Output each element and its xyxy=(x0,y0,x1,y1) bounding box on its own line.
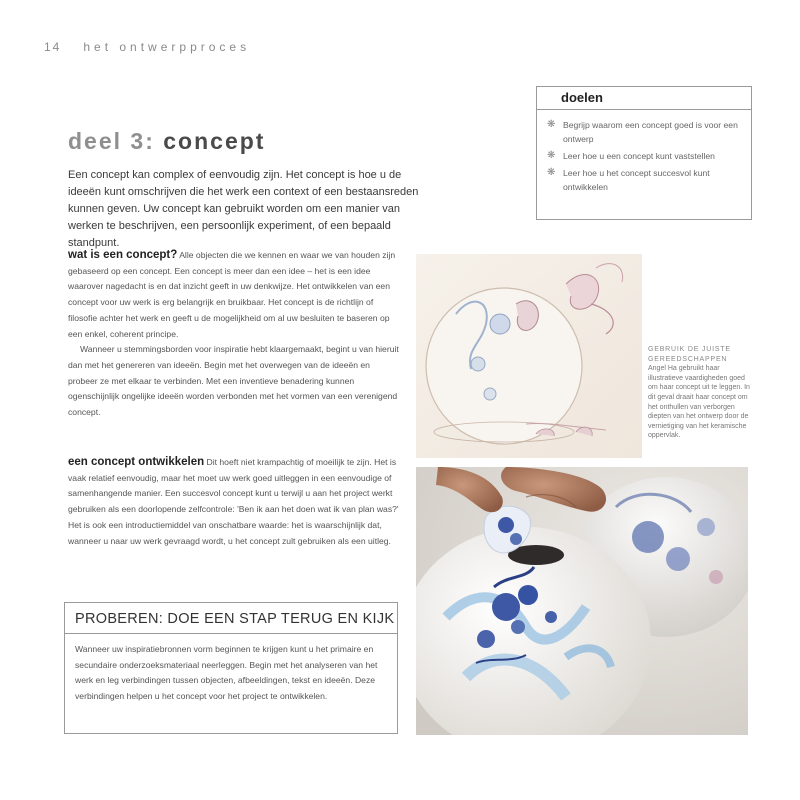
tryout-title: PROBEREN: DOE EEN STAP TERUG EN KIJK xyxy=(65,603,397,634)
flower-bullet-icon: ❋ xyxy=(547,150,556,161)
section-name: het ontwerpproces xyxy=(83,40,251,54)
goals-list xyxy=(537,110,751,194)
page-title xyxy=(68,128,265,155)
goal-item: ❋ Leer hoe u het concept succesvol kunt ontwikkelen xyxy=(547,167,710,192)
flower-bullet-icon: ❋ xyxy=(547,167,556,178)
section1-heading: wat is een concept? xyxy=(68,249,178,261)
title-main: concept xyxy=(163,128,266,154)
goals-box xyxy=(536,86,752,220)
section1-paragraph1: Alle objecten die we kennen en waar we van houden zijn gebaseerd op een concept. Een concept is meer dan een idee – het is een idee waarover nagedacht is en dat inzicht geeft in uw denkwijze. Het ontwikkelen van een concept voor uw werk is erg belangrijk en bruikbaar. Het concept is de richtlijn of filosofie achter het werk en geeft u de mogelijkheid om al uw besluiten te baseren op een enkel, coherent principe. xyxy=(68,250,396,339)
section1-paragraph2: Wanneer u stemmingsborden voor inspiratie hebt klaargemaakt, begint u van hieruit dan met het genereren van ideeën. Begin met het overwegen van de ideeën en probeer ze met elkaar te verbinden. Met een inventieve benadering kunnen ogenschijnlijk ongelijke ideeën worden verbonden met het vormen van een verenigend concept. xyxy=(68,344,399,418)
flower-bullet-icon: ❋ xyxy=(547,119,556,130)
page-number: 14 xyxy=(44,40,62,54)
caption-heading: GEBRUIK DE JUISTE GEREEDSCHAPPEN xyxy=(648,346,731,363)
goals-title: doelen xyxy=(537,87,751,110)
tryout-text: Wanneer uw inspiratiebronnen vorm beginnen te krijgen kunt u het primaire en secundaire onderzoeksmateriaal neerleggen. Begin met het analyseren van het werk en leg verbindingen tussen objecten, afbeeldingen, tekst en ideeën. Deze verbindingen helpen u het concept voor het project te ontwikkelen. xyxy=(75,644,378,701)
intro-paragraph: Een concept kan complex of eenvoudig zijn. Het concept is hoe u de ideeën kunt omschrijven die het werk een context of een bestaansreden kunnen geven. Uw concept kan gebruikt worden om een manier van werken te beschrijven, een persoonlijk experiment, of een bepaald standpunt. xyxy=(68,169,419,249)
section2-heading: een concept ontwikkelen xyxy=(68,456,205,468)
section-what-is-concept xyxy=(68,248,401,421)
ceramic-vase-photo xyxy=(416,467,748,735)
goal-item: ❋ Leer hoe u een concept kunt vaststellen xyxy=(547,150,715,161)
vase-sketch-illustration xyxy=(416,254,642,458)
image-caption xyxy=(648,345,752,441)
section2-paragraph1: Dit hoeft niet krampachtig of moeilijk te zijn. Het is vaak relatief eenvoudig, maar het moet uw werk goed uitleggen in een eenvoudige of samenhangende manier. Een succesvol concept kunt u terwijl u aan het project werkt gebruiken als een doorlopende zelfcontrole: 'Ben ik aan het doen wat ik van plan was?' Het is ook een introductiemiddel van onschatbare waarde: het is waarschijnlijk dat, wanneer u naar uw werk gevraagd wordt, u het concept zult gebruiken als een uitleg. xyxy=(68,457,399,546)
tryout-box xyxy=(64,602,398,734)
caption-text: Angel Ha gebruikt haar illustratieve vaardigheden goed om haar concept uit te leggen. In dit geval draait haar concept om het onthullen van verborgen diepten van het ontwerp door de vernietiging van het keramische oppervlak. xyxy=(648,365,750,440)
running-header xyxy=(44,40,250,54)
section-develop-concept xyxy=(68,455,401,549)
goal-item: ❋ Begrijp waarom een concept goed is voor een ontwerp xyxy=(547,119,738,144)
title-lead: deel 3: xyxy=(68,128,155,154)
